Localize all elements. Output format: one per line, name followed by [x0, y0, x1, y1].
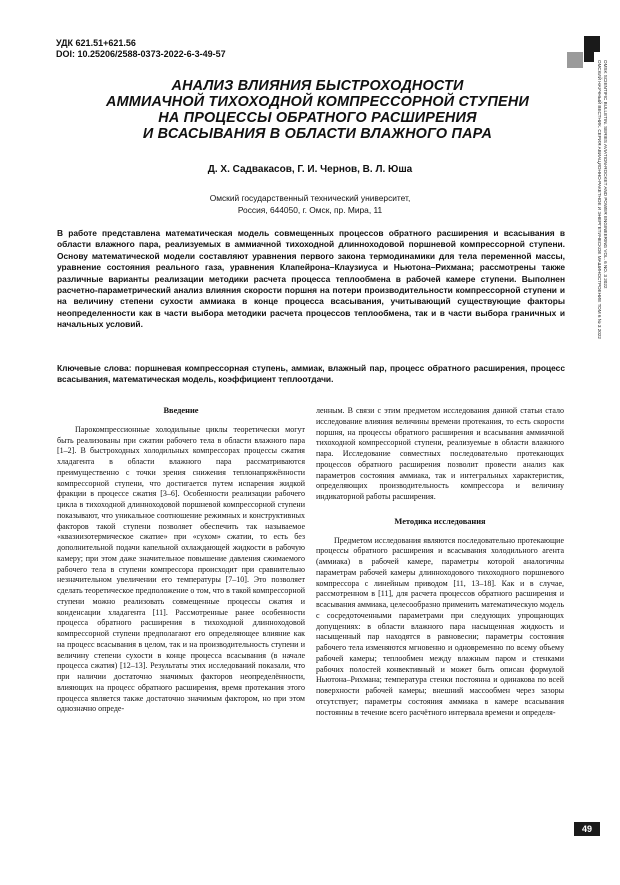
section-heading-introduction: Введение [163, 406, 199, 415]
right-column [316, 406, 564, 718]
journal-name-en: OMSK SCIENTIFIC BULLETIN. SERIES AVIATION-ROCKET AND POWER ENGINEERING VOL. 6 NO. 3 2022 [603, 60, 608, 289]
keywords: Ключевые слова: поршневая компрессорная ступень, аммиак, влажный пар, процесс обратного расширения, процесс всасывания, математическая модель, коэффициент теплоотдачи. [57, 363, 565, 385]
doi: DOI: 10.25206/2588-0373-2022-6-3-49-57 [56, 49, 226, 59]
page-number: 49 [574, 822, 600, 836]
title-line: И ВСАСЫВАНИЯ В ОБЛАСТИ ВЛАЖНОГО ПАРА [142, 126, 493, 142]
affiliation [60, 192, 560, 216]
abstract: В работе представлена математическая модель совмещенных процессов обратного расширения и всасывания в области влажного пара, реализуемых в аммиачной тихоходной длинноходовой поршневой компрессорной ступени. Основу математической модели составляют уравнения первого закона термодинамики для тела переменной массы, уравнение состояния реального газа, уравнения Клапейрона–Клаузиуса и Ньютона–Рихмана; рассмотрены также различные варианты реализации методики расчета процесса теплообмена в рабочей камере ступени. Выполнен расчетно-параметрический анализ влияния скорости поршня на потери производительности компрессорной ступени и на величину степени сухости аммиака в конце процесса всасывания, учитывающий существующие факторы неопределенности как в части выбора методики расчета процессов теплообмена, так и в части выбора граничных и начальных условий. [57, 228, 565, 330]
paragraph: Парокомпрессионные холодильные циклы теоретически могут быть реализованы при сжатии рабочего тела в области влажного пара [1–2]. В быстроходных холодильных компрессорах процессы сжатия хладагента в области влажного пара рассматриваются преимущественно с точки зрения снижения теплонапряжённости компрессорной ступени, что достигается путем испарения жидкой фракции в процессе сжатия [3–6]. Особенности реализации рабочего цикла в тихоходной длинноходовой поршневой компрессорной ступени показывают, что уникальное соотношение режимных и конструктивных факторов такой ступени позволяет обеспечить так называемое «квазиизотермическое сжатие» при «сухом» сжатии, то есть без дополнительной подачи капельной охлаждающей жидкости в рабочую камеру; при этом даже значительное повышение давления сжимаемого рабочего тела в ступени компрессора происходит при сравнительно незначительном увеличении его температуры [7–10]. Это позволяет сделать теоретическое предположение о том, что в такой компрессорной ступени можно реализовать совмещенные процессы сжатия и конденсации хладагента [11]. Рассмотренные ранее особенности процесса обратного расширения в тихоходной длинноходовой компрессорной ступени предполагают его определяющее влияние как на процесс всасывания в целом, так и на производительность ступени и величину степени сухости в конце процесса всасывания (в начале процесса сжатия) [12–13]. Результаты этих исследований показали, что при наличии достаточно значимых факторов неопределённости, влияющих на процесс обратного расширения, время протекания этого процесса является также достаточно значимым фактором, но при этом однозначно опреде- [57, 424, 305, 714]
left-column [57, 406, 305, 715]
paragraph: ленным. В связи с этим предметом исследования данной статьи стало исследование влияния величины времени протекания, то есть скорости поршня, на процессы обратного расширения и всасывания аммиачной тихоходной компрессорной ступени, реализуемые в области влажного пара. Исследование совместных последовательно протекающих процессов обратного расширения позволит провести анализ как параметров состояния аммиака, так и интегральных характеристик, определяющих производительность компрессора и величину индикаторной работы расширения. [316, 406, 564, 501]
journal-name-ru: ОМСКИЙ НАУЧНЫЙ ВЕСТНИК. СЕРИЯ АВИАЦИОННО-РАКЕТНОЕ И ЭНЕРГЕТИЧЕСКОЕ МАШИНОСТРОЕНИЕ ТОМ 6 № 3 2022 [597, 60, 602, 339]
affiliation-line: Омский государственный технический университет, [209, 193, 411, 203]
journal-sidebar [598, 60, 614, 360]
paragraph: Предметом исследования являются последовательно протекающие процессы обратного расширения и всасывания холодильного агента (аммиака) в рабочей камере, параметры которой аналогичны параметрам рабочей камеры длинноходового тихоходного поршневого компрессора с линейным приводом [11, 13–18]. Как и в случае, рассмотренном в [11], для расчета процессов обратного расширения и всасывания аммиака, целесообразно применить математическую модель с сосредоточенными параметрами при следующих упрощающих допущениях: в области влажного пара насыщенная жидкость и насыщенный пар находятся в равновесии; параметры состояния рабочего тела изменяются мгновенно и одновременно по всему объему рабочей камеры; теплообмен между влажным паром и стенками рабочих полостей конвективный и может быть описан формулой Ньютона–Рихмана; температура стенки постоянна и одинакова по всей поверхности рабочей камеры; внешний массообмен через зазоры отсутствует; параметры состояния аммиака в камере всасывания постоянны в течение всего расчётного интервала времени и определя- [316, 535, 564, 717]
article-title [70, 78, 565, 142]
article-identifiers [56, 38, 226, 60]
udc-code: УДК 621.51+621.56 [56, 38, 136, 48]
authors: Д. Х. Садвакасов, Г. И. Чернов, В. Л. Юша [207, 164, 413, 175]
title-line: АНАЛИЗ ВЛИЯНИЯ БЫСТРОХОДНОСТИ [171, 78, 464, 94]
affiliation-line: Россия, 644050, г. Омск, пр. Мира, 11 [237, 205, 383, 215]
title-line: АММИАЧНОЙ ТИХОХОДНОЙ КОМПРЕССОРНОЙ СТУПЕНИ [105, 94, 529, 110]
section-heading-methodology: Методика исследования [394, 516, 486, 526]
title-line: НА ПРОЦЕССЫ ОБРАТНОГО РАСШИРЕНИЯ [158, 110, 477, 126]
